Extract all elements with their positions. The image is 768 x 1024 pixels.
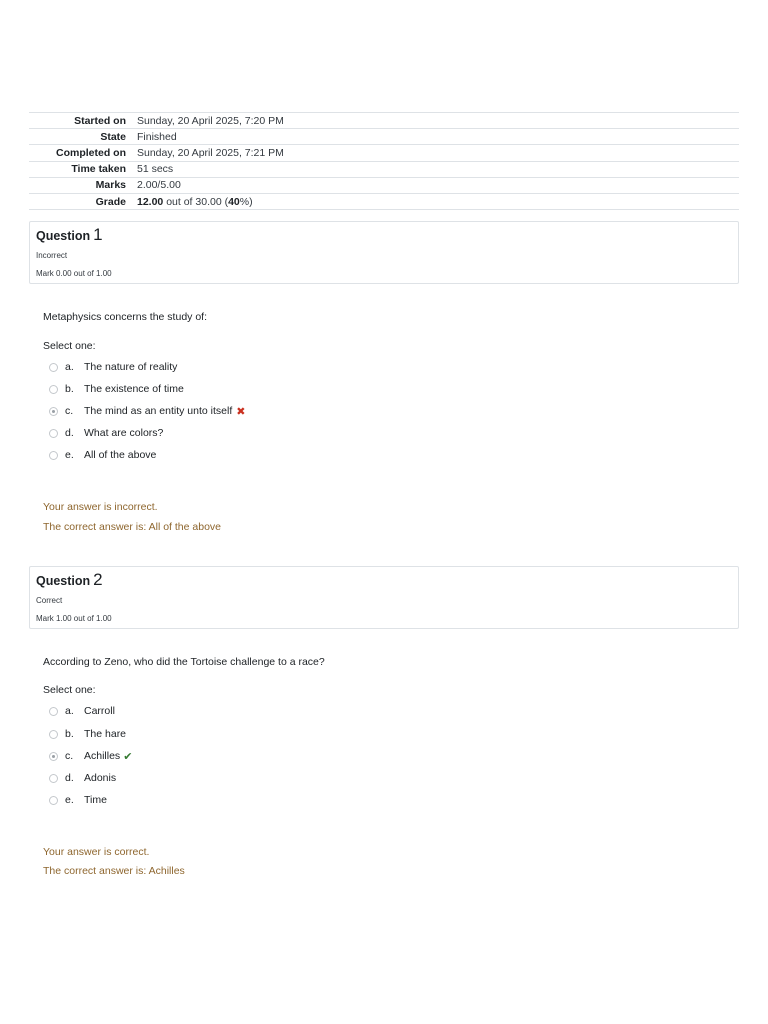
- q1-option-e[interactable]: [49, 447, 156, 463]
- summary-row-completed-on: [29, 145, 739, 161]
- summary-label: Completed on: [56, 146, 126, 159]
- option-letter: c.: [65, 750, 74, 762]
- question-title: [36, 571, 732, 590]
- question-label: Question: [36, 574, 91, 588]
- option-letter: d.: [65, 427, 74, 439]
- option-letter: e.: [65, 794, 74, 806]
- grade-suffix: %): [239, 195, 253, 208]
- question-number: 2: [93, 570, 103, 589]
- radio-button-selected[interactable]: [49, 407, 58, 416]
- q1-option-d[interactable]: [49, 425, 163, 441]
- cross-icon: ✖: [236, 405, 246, 418]
- option-letter: c.: [65, 405, 74, 417]
- option-letter: d.: [65, 772, 74, 784]
- grade-out-of: out of 30.00 (: [166, 195, 229, 208]
- question-2-info: [29, 566, 739, 629]
- option-letter: b.: [65, 728, 74, 740]
- question-1-info: [29, 221, 739, 284]
- radio-button[interactable]: [49, 730, 58, 739]
- check-icon: ✔: [123, 750, 133, 763]
- question-2-prompt: Select one:: [43, 684, 96, 696]
- question-label: Question: [36, 229, 91, 243]
- option-text: All of the above: [84, 449, 157, 461]
- q2-option-b[interactable]: [49, 726, 126, 742]
- radio-button[interactable]: [49, 796, 58, 805]
- option-letter: e.: [65, 449, 74, 461]
- option-letter: b.: [65, 383, 74, 395]
- radio-button[interactable]: [49, 385, 58, 394]
- question-1-text: Metaphysics concerns the study of:: [43, 311, 207, 323]
- question-mark: Mark 1.00 out of 1.00: [36, 614, 112, 623]
- radio-button[interactable]: [49, 363, 58, 372]
- summary-row-state: [29, 129, 739, 145]
- summary-value: Finished: [137, 130, 177, 143]
- summary-label: Time taken: [71, 163, 126, 176]
- option-text: The hare: [84, 728, 127, 740]
- question-state: Correct: [36, 596, 63, 605]
- summary-value: Sunday, 20 April 2025, 7:21 PM: [137, 146, 284, 159]
- summary-label: Grade: [95, 195, 126, 208]
- question-mark: Mark 0.00 out of 1.00: [36, 269, 112, 278]
- summary-row-started-on: [29, 113, 739, 129]
- q1-option-c[interactable]: [49, 403, 245, 419]
- q2-option-d[interactable]: [49, 770, 116, 786]
- question-1-feedback: Your answer is incorrect.: [43, 501, 158, 513]
- summary-label: Marks: [95, 179, 126, 192]
- question-state: Incorrect: [36, 251, 68, 260]
- summary-row-marks: [29, 177, 739, 193]
- summary-value: 51 secs: [137, 163, 174, 176]
- question-2-text: According to Zeno, who did the Tortoise challenge to a race?: [43, 656, 325, 668]
- question-1-prompt: Select one:: [43, 340, 96, 352]
- option-text: Time: [84, 794, 107, 806]
- question-2-correct-answer: The correct answer is: Achilles: [43, 865, 185, 877]
- summary-label: Started on: [74, 114, 126, 127]
- option-text: The nature of reality: [84, 361, 178, 373]
- summary-value: [133, 193, 739, 209]
- option-text: The existence of time: [84, 383, 184, 395]
- option-text: What are colors?: [84, 427, 164, 439]
- summary-label: State: [100, 130, 126, 143]
- q2-option-e[interactable]: [49, 792, 107, 808]
- radio-button-selected[interactable]: [49, 752, 58, 761]
- q1-option-b[interactable]: [49, 381, 184, 397]
- option-letter: a.: [65, 705, 74, 717]
- question-title: [36, 226, 732, 245]
- radio-button[interactable]: [49, 707, 58, 716]
- option-text: Carroll: [84, 705, 115, 717]
- grade-score: 12.00: [137, 195, 164, 208]
- question-2-feedback: Your answer is correct.: [43, 846, 150, 858]
- q2-option-a[interactable]: [49, 703, 115, 719]
- question-number: 1: [93, 225, 103, 244]
- summary-row-time-taken: [29, 161, 739, 177]
- question-1-correct-answer: The correct answer is: All of the above: [43, 521, 222, 533]
- summary-row-grade: [29, 193, 739, 209]
- radio-button[interactable]: [49, 451, 58, 460]
- attempt-summary-table: [29, 112, 739, 210]
- summary-value: 2.00/5.00: [137, 179, 181, 192]
- option-text: Adonis: [84, 772, 117, 784]
- option-text: Achilles: [84, 750, 121, 762]
- radio-button[interactable]: [49, 429, 58, 438]
- summary-value: Sunday, 20 April 2025, 7:20 PM: [137, 114, 284, 127]
- q2-option-c[interactable]: [49, 748, 132, 764]
- q1-option-a[interactable]: [49, 359, 177, 375]
- option-text: The mind as an entity unto itself: [84, 405, 233, 417]
- option-letter: a.: [65, 361, 74, 373]
- radio-button[interactable]: [49, 774, 58, 783]
- grade-percent: 40: [228, 195, 240, 208]
